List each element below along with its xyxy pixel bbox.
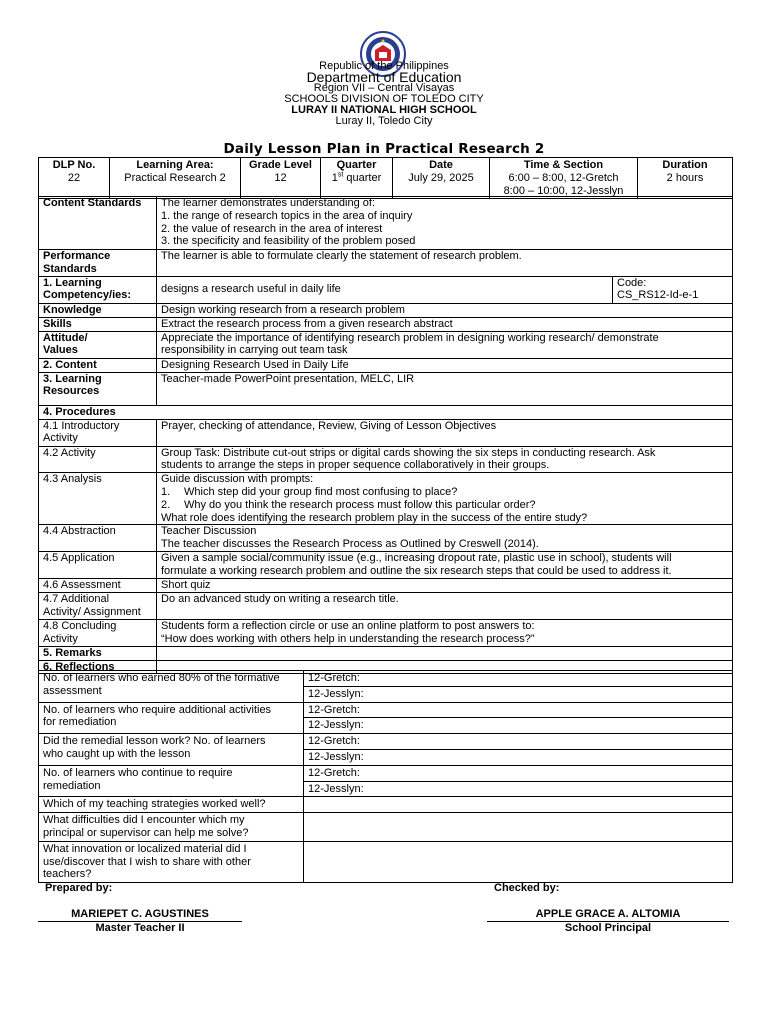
reflection-answer <box>304 841 733 882</box>
learning-area-value: Practical Research 2 <box>124 171 226 184</box>
checked-by-title: School Principal <box>564 922 652 934</box>
remarks-value <box>157 646 733 660</box>
time-section-cell <box>490 158 638 199</box>
lesson-plan-table <box>38 196 733 674</box>
division-label: SCHOOLS DIVISION OF TOLEDO CITY <box>284 93 484 105</box>
skills-label: Skills <box>39 317 157 331</box>
code-value: CS_RS12-Id-e-1 <box>617 289 699 302</box>
section-jesslyn-answer: 12-Jesslyn: <box>304 749 733 765</box>
question-text: Which step did your group find most confusing to place? <box>184 485 458 498</box>
attitude-label-line: Attitude/ <box>43 331 88 344</box>
skills-text: Extract the research process from a given research abstract <box>157 317 733 331</box>
reflection-line: principal or supervisor can help me solve? <box>43 826 249 839</box>
reflection-answer <box>304 813 733 842</box>
remarks-label: 5. Remarks <box>39 646 157 660</box>
department-label: Department of Education <box>306 69 462 85</box>
abstraction-label: 4.4 Abstraction <box>39 525 157 552</box>
knowledge-text: Design working research from a research problem <box>157 303 733 317</box>
application-text <box>157 552 733 579</box>
code-label: Code: <box>617 276 647 289</box>
reflection-answer <box>304 797 733 813</box>
assessment-text: Short quiz <box>157 579 733 593</box>
additional-activity-label <box>39 593 157 620</box>
analysis-text <box>157 473 733 525</box>
reflection-line: use/discover that I wish to share with other <box>43 855 251 868</box>
prepared-by-name: MARIEPET C. AGUSTINES <box>71 908 209 920</box>
section-jesslyn-answer: 12-Jesslyn: <box>304 686 733 702</box>
reflections-table <box>38 670 733 883</box>
application-line: Given a sample social/community issue (e.g., increasing dropout rate, plastic use in school), students will <box>161 552 672 565</box>
analysis-question <box>161 486 728 499</box>
school-location: Luray II, Toledo City <box>335 115 433 127</box>
dlp-no-label: DLP No. <box>52 159 96 171</box>
reflection-question: Which of my teaching strategies worked well? <box>39 797 304 813</box>
quarter-ordinal: st <box>337 171 344 179</box>
competency-label <box>39 276 157 303</box>
introductory-label-line: 4.1 Introductory <box>43 419 120 432</box>
performance-label-line: Standards <box>43 262 97 275</box>
prepared-by-label: Prepared by: <box>45 882 113 894</box>
abstraction-line: Teacher Discussion <box>161 525 257 538</box>
activity-line: Group Task: Distribute cut-out strips or digital cards showing the six steps in conducting research. Ask <box>161 446 656 459</box>
competency-label-line: Competency/ies: <box>43 289 132 302</box>
introductory-label <box>39 419 157 446</box>
content-standards-line: 3. the specificity and feasibility of the problem posed <box>161 235 416 248</box>
introductory-text: Prayer, checking of attendance, Review, Giving of Lesson Objectives <box>157 419 733 446</box>
grade-level-cell <box>241 158 321 199</box>
quarter-value <box>323 172 390 185</box>
content-standards-label: Content Standards <box>39 197 157 250</box>
reflection-line: remediation <box>43 779 101 792</box>
date-label: Date <box>429 159 453 171</box>
dlp-no-cell <box>39 158 110 199</box>
quarter-label: Quarter <box>336 159 377 171</box>
concluding-label-line: Activity <box>43 632 78 645</box>
section-gretch-answer: 12-Gretch: <box>304 765 733 781</box>
learning-area-label: Learning Area: <box>136 159 214 171</box>
question-text: Why do you think the research process must follow this particular order? <box>184 498 536 511</box>
application-line: formulate a working research problem and outline the six research steps that could be used to address it. <box>161 565 672 578</box>
region-label: Region VII – Central Visayas <box>313 82 455 94</box>
quarter-word: quarter <box>343 171 382 184</box>
activity-text <box>157 446 733 473</box>
learning-area-cell <box>110 158 241 199</box>
analysis-line: Guide discussion with prompts: <box>161 473 314 486</box>
activity-label: 4.2 Activity <box>39 446 157 473</box>
reflection-question <box>39 671 304 703</box>
content-standards-line: 2. the value of research in the area of interest <box>161 222 383 235</box>
reflection-line: No. of learners who require additional activities <box>43 703 272 716</box>
competency-label-line: 1. Learning <box>43 276 102 289</box>
assessment-label: 4.6 Assessment <box>39 579 157 593</box>
introductory-label-line: Activity <box>43 432 78 445</box>
reflection-question <box>39 702 304 734</box>
document-title: Daily Lesson Plan in Practical Research 2 <box>223 141 545 157</box>
date-value: July 29, 2025 <box>408 171 474 184</box>
grade-level-value: 12 <box>274 171 287 184</box>
additional-label-line: 4.7 Additional <box>43 593 110 606</box>
analysis-question <box>161 499 728 512</box>
duration-label: Duration <box>662 159 708 171</box>
competency-code-cell <box>613 276 733 303</box>
competency-text: designs a research useful in daily life <box>157 276 613 303</box>
time-section-value-1: 6:00 – 8:00, 12-Gretch <box>508 171 619 184</box>
date-cell <box>393 158 490 199</box>
reflection-line: What difficulties did I encounter which my <box>43 814 245 827</box>
attitude-text <box>157 331 733 358</box>
abstraction-text <box>157 525 733 552</box>
procedures-label: 4. Procedures <box>39 405 733 419</box>
section-gretch-answer: 12-Gretch: <box>304 671 733 687</box>
attitude-line: Appreciate the importance of identifying research problem in designing working research/ demonstrate <box>161 331 659 344</box>
content-label: 2. Content <box>39 358 157 372</box>
resources-label <box>39 372 157 405</box>
section-jesslyn-answer: 12-Jesslyn: <box>304 781 733 797</box>
republic-label: Republic of the Philippines <box>319 60 449 72</box>
concluding-label <box>39 620 157 647</box>
performance-standards-label <box>39 250 157 277</box>
reflection-line: No. of learners who earned 80% of the formative <box>43 672 280 684</box>
reflections-label: 6. Reflections <box>39 660 157 674</box>
checked-by-label: Checked by: <box>494 882 560 894</box>
reflection-line: for remediation <box>43 716 117 729</box>
reflection-line: who caught up with the lesson <box>43 747 191 760</box>
attitude-label <box>39 331 157 358</box>
analysis-line: What role does identifying the research problem play in the success of the entire study? <box>161 511 588 524</box>
resources-label-line: 3. Learning <box>43 372 102 385</box>
quarter-cell <box>321 158 393 199</box>
reflection-question <box>39 813 304 842</box>
content-standards-line: The learner demonstrates understanding of: <box>161 197 376 209</box>
section-gretch-answer: 12-Gretch: <box>304 734 733 750</box>
quarter-number: 1 <box>331 171 338 184</box>
concluding-label-line: 4.8 Concluding <box>43 620 117 633</box>
duration-cell <box>638 158 733 199</box>
performance-standards-text: The learner is able to formulate clearly the statement of research problem. <box>157 250 733 277</box>
content-standards-text <box>157 197 733 250</box>
analysis-label: 4.3 Analysis <box>39 473 157 525</box>
additional-label-line: Activity/ Assignment <box>43 605 141 618</box>
reflection-question <box>39 841 304 882</box>
attitude-line: responsibility in carrying out team task <box>161 344 348 357</box>
reflection-question <box>39 734 304 766</box>
lesson-info-table <box>38 157 733 199</box>
reflection-line: What innovation or localized material did I <box>43 842 247 855</box>
question-number: 1. <box>161 485 171 498</box>
school-name: LURAY II NATIONAL HIGH SCHOOL <box>291 104 477 116</box>
reflection-line: teachers? <box>43 868 92 881</box>
reflection-line: No. of learners who continue to require <box>43 766 233 779</box>
time-section-value-2: 8:00 – 10:00, 12-Jesslyn <box>503 184 624 197</box>
grade-level-label: Grade Level <box>249 159 312 171</box>
abstraction-line: The teacher discusses the Research Process as Outlined by Creswell (2014). <box>161 538 539 551</box>
checked-by-name: APPLE GRACE A. ALTOMIA <box>535 908 681 920</box>
question-number: 2. <box>161 498 171 511</box>
section-gretch-answer: 12-Gretch: <box>304 702 733 718</box>
additional-activity-text: Do an advanced study on writing a research title. <box>157 593 733 620</box>
content-text: Designing Research Used in Daily Life <box>157 358 733 372</box>
concluding-text <box>157 620 733 647</box>
reflection-line: Did the remedial lesson work? No. of learners <box>43 735 266 748</box>
content-standards-line: 1. the range of research topics in the area of inquiry <box>161 209 413 222</box>
resources-text: Teacher-made PowerPoint presentation, MELC, LIR <box>157 372 733 405</box>
application-label: 4.5 Application <box>39 552 157 579</box>
concluding-line: “How does working with others help in understanding the research process?” <box>161 632 535 645</box>
time-section-label: Time & Section <box>523 159 604 171</box>
section-jesslyn-answer: 12-Jesslyn: <box>304 718 733 734</box>
reflection-line: assessment <box>43 684 102 697</box>
prepared-by-title: Master Teacher II <box>95 922 185 934</box>
reflection-question <box>39 765 304 797</box>
dlp-no-value: 22 <box>67 171 81 184</box>
performance-label-line: Performance <box>43 250 111 262</box>
activity-line: students to arrange the steps in proper sequence collaboratively in their groups. <box>161 459 550 472</box>
resources-label-line: Resources <box>43 385 100 398</box>
knowledge-label: Knowledge <box>39 303 157 317</box>
attitude-label-line: Values <box>43 344 78 357</box>
concluding-line: Students form a reflection circle or use an online platform to post answers to: <box>161 620 535 633</box>
duration-value: 2 hours <box>666 171 704 184</box>
